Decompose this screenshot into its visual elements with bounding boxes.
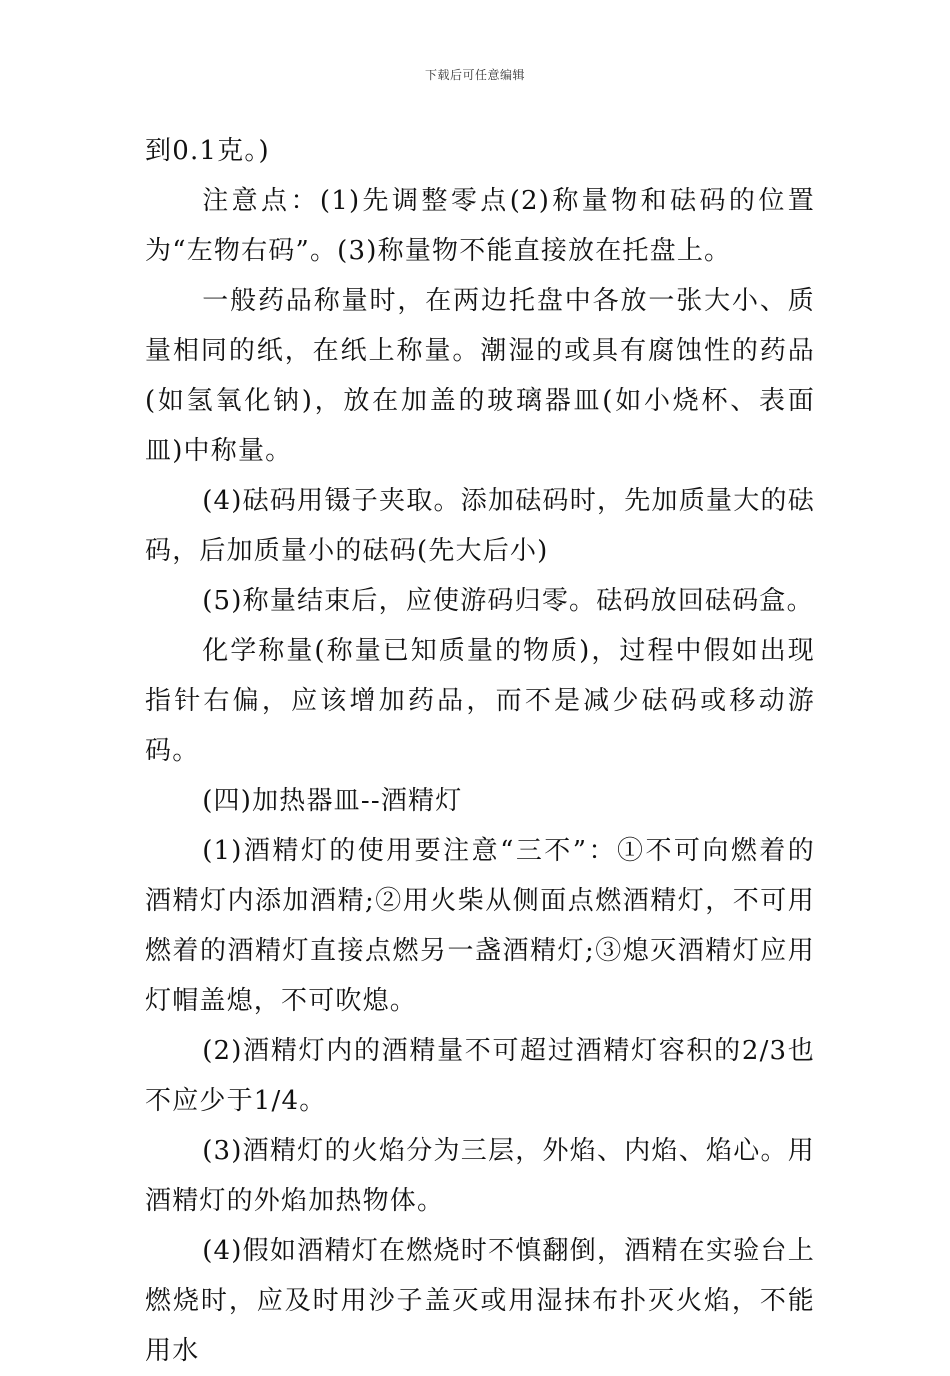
paragraph-lamp-accident: (4)假如酒精灯在燃烧时不慎翻倒，酒精在实验台上燃烧时，应及时用沙子盖灭或用湿抹布扑灭火焰，不能用水 bbox=[145, 1236, 815, 1366]
paragraph-alcohol-amount: (2)酒精灯内的酒精量不可超过酒精灯容积的2/3也不应少于1/4。 bbox=[145, 1036, 815, 1116]
paragraph-three-nots: (1)酒精灯的使用要注意“三不”：①不可向燃着的酒精灯内添加酒精;②用火柴从侧面点燃酒精灯，不可用燃着的酒精灯直接点燃另一盏酒精灯;③熄灭酒精灯应用灯帽盖熄，不可吹熄。 bbox=[145, 836, 815, 1016]
section-heading-alcohol-lamp: (四)加热器皿--酒精灯 bbox=[202, 786, 463, 816]
document-body bbox=[145, 126, 815, 1376]
page-header-note: 下载后可任意编辑 bbox=[424, 68, 525, 82]
paragraph-continuation: 到0.1克。) bbox=[145, 136, 270, 166]
paragraph-attention-points: 注意点：(1)先调整零点(2)称量物和砝码的位置为“左物右码”。(3)称量物不能直接放在托盘上。 bbox=[145, 186, 815, 266]
paragraph-flame-layers: (3)酒精灯的火焰分为三层，外焰、内焰、焰心。用酒精灯的外焰加热物体。 bbox=[145, 1136, 815, 1216]
paragraph-general-weighing: 一般药品称量时，在两边托盘中各放一张大小、质量相同的纸，在纸上称量。潮湿的或具有腐蚀性的药品(如氢氧化钠)，放在加盖的玻璃器皿(如小烧杯、表面皿)中称量。 bbox=[145, 286, 815, 466]
paragraph-after-weighing: (5)称量结束后，应使游码归零。砝码放回砝码盒。 bbox=[202, 586, 814, 616]
paragraph-weights-tweezers: (4)砝码用镊子夹取。添加砝码时，先加质量大的砝码，后加质量小的砝码(先大后小) bbox=[145, 486, 815, 566]
paragraph-chemical-weighing: 化学称量(称量已知质量的物质)，过程中假如出现指针右偏，应该增加药品，而不是减少砝码或移动游码。 bbox=[145, 636, 815, 766]
